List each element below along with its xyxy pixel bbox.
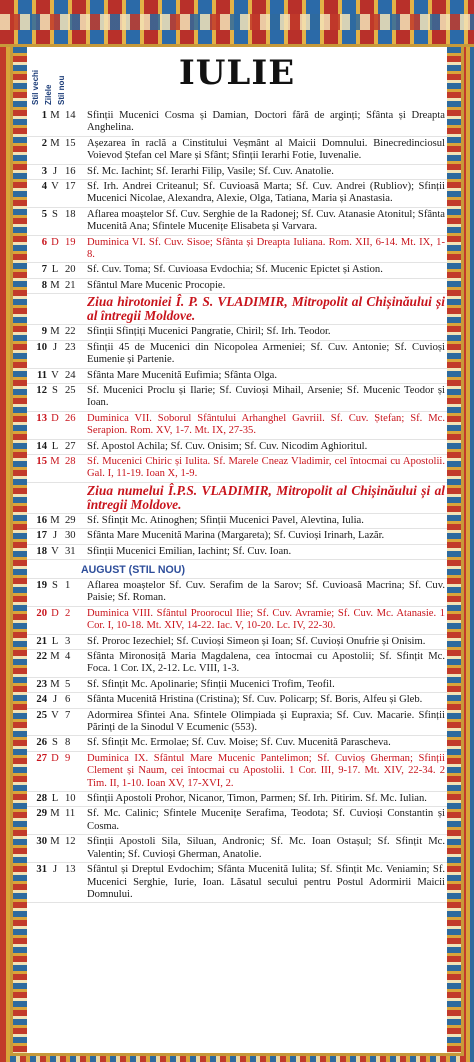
feast-description: Sfinții Apostoli Prohor, Nicanor, Timon, Parmen; Sf. Irh. Pitirim. Sf. Mc. Iulian. bbox=[87, 793, 427, 805]
old-style-date: 7 bbox=[41, 264, 47, 276]
calendar-row bbox=[27, 384, 447, 412]
column-header-stil-vechi: Stil vechi bbox=[31, 69, 40, 105]
new-style-date: 1 bbox=[65, 579, 71, 591]
new-style-date: 6 bbox=[65, 694, 71, 706]
new-style-date: 12 bbox=[65, 836, 76, 848]
calendar-row bbox=[27, 279, 447, 294]
old-style-date bbox=[27, 484, 47, 512]
column-header-zilele: Zilele bbox=[44, 84, 53, 105]
calendar-row bbox=[27, 807, 447, 835]
calendar-row bbox=[27, 529, 447, 544]
feast-description: Ziua numelui Î.P.S. VLADIMIR, Mitropolit al Chișinăului și al întregii Moldove. bbox=[87, 482, 445, 512]
feast-description: Sf. Sfințit Mc. Apolinarie; Sfinții Mucenici Trofim, Teofil. bbox=[87, 678, 335, 690]
weekday-letter: D bbox=[51, 236, 59, 248]
new-style-date: 31 bbox=[65, 545, 76, 557]
calendar-row bbox=[27, 412, 447, 440]
feast-description: Adormirea Sfintei Ana. Sfintele Olimpiada și Eupraxia; Sf. Cuv. Macarie. Sfinții Părinți de la Sinodul V Ecumenic (553). bbox=[87, 709, 445, 734]
new-style-date: 23 bbox=[65, 341, 76, 353]
new-style-date: 15 bbox=[65, 137, 76, 149]
calendar-row bbox=[27, 341, 447, 369]
calendar-row bbox=[27, 709, 447, 737]
new-style-date: 2 bbox=[65, 607, 71, 619]
new-style-date: 29 bbox=[65, 514, 76, 526]
calendar-row bbox=[27, 607, 447, 635]
feast-description: Aflarea moaștelor Sf. Cuv. Serafim de la Sarov; Sf. Cuvioasă Macrina; Sf. Cuv. Paisie; Sf. Roman. bbox=[87, 579, 445, 604]
calendar-row bbox=[27, 693, 447, 708]
weekday-letter: D bbox=[51, 752, 59, 764]
old-style-date: 17 bbox=[36, 530, 47, 542]
old-style-date: 13 bbox=[36, 412, 47, 424]
weekday-letter: M bbox=[50, 110, 60, 121]
calendar-row bbox=[27, 635, 447, 650]
old-style-date: 31 bbox=[36, 864, 47, 876]
weekday-letter: V bbox=[51, 181, 59, 193]
feast-description: Duminica VIII. Sfântul Proorocul Ilie; Sf. Cuv. Avramie; Sf. Cuv. Mc. Atanasie. 1 Cor. I, 10-18. Mt. XIV, 14-22. Iac. V, 10-20. Lc. IV, 22-30. bbox=[87, 607, 445, 632]
calendar-row bbox=[27, 208, 447, 236]
calendar-row bbox=[27, 325, 447, 340]
old-style-date: 30 bbox=[36, 836, 47, 848]
weekday-letter: M bbox=[50, 279, 60, 291]
august-section-heading: AUGUST (STIL NOU) bbox=[27, 560, 447, 579]
calendar-row bbox=[27, 236, 447, 264]
new-style-date: 4 bbox=[65, 651, 71, 662]
feast-description: Sf. Sfințit Mc. Ermolae; Sf. Cuv. Moise; Sf. Cuv. Mucenită Parascheva. bbox=[87, 737, 391, 749]
weekday-letter: M bbox=[50, 808, 60, 820]
calendar-row bbox=[27, 109, 447, 137]
old-style-date: 3 bbox=[41, 165, 47, 177]
feast-description: Sfânta Mironosiță Maria Magdalena, cea întocmai cu Apostolii; Sf. Sfințit Mc. Foca. 1 Cor. IX, 2-12. Lc. VIII, 1-3. bbox=[87, 651, 445, 675]
feast-description: Sfinții Apostoli Sila, Siluan, Andronic; Sf. Mc. Ioan Ostașul; Sf. Sfințit Mc. Valentin; Sf. Cuvioși Gherman, Anatolie. bbox=[87, 836, 445, 860]
old-style-date: 26 bbox=[36, 737, 47, 749]
weekday-letter: J bbox=[52, 694, 58, 706]
feast-description: Sfântul și Dreptul Evdochim; Sfânta Mucenită Iulita; Sf. Sfințit Mc. Veniamin; Sf. Mucenici Serghie, Iurie, Ioan. Lăsatul secului pentru Postul Adormirii Maicii Domnului. bbox=[87, 864, 445, 900]
calendar-row bbox=[27, 863, 447, 903]
weekday-letter: S bbox=[52, 384, 58, 396]
new-style-date: 28 bbox=[65, 455, 76, 467]
old-style-date: 25 bbox=[36, 709, 47, 721]
new-style-date: 10 bbox=[65, 793, 76, 805]
old-style-date: 8 bbox=[41, 279, 47, 291]
old-style-date: 18 bbox=[36, 545, 47, 557]
new-style-date: 24 bbox=[65, 369, 76, 381]
weekday-letter: M bbox=[50, 514, 60, 526]
old-style-date: 1 bbox=[41, 110, 47, 121]
new-style-date: 16 bbox=[65, 165, 76, 177]
new-style-date: 30 bbox=[65, 530, 76, 542]
weekday-letter bbox=[47, 295, 63, 323]
old-style-date: 5 bbox=[41, 208, 47, 220]
old-style-date: 6 bbox=[41, 236, 47, 248]
page-title: IULIE bbox=[178, 53, 296, 93]
calendar-content bbox=[27, 47, 447, 1053]
feast-description: Sfânta Mucenită Hristina (Cristina); Sf. Cuv. Policarp; Sf. Boris, Alfeu și Gleb. bbox=[87, 694, 423, 706]
feast-description: Sfinții Sfințiți Mucenici Pangratie, Chiril; Sf. Irh. Teodor. bbox=[87, 326, 331, 338]
feast-description: Sf. Mucenici Proclu și Ilarie; Sf. Cuvioși Mihail, Arsenie; Sf. Mucenic Teodor și Ioan. bbox=[87, 384, 445, 409]
weekday-letter bbox=[47, 484, 63, 512]
new-style-date: 11 bbox=[65, 808, 76, 820]
old-style-date: 27 bbox=[36, 752, 47, 764]
old-style-date: 9 bbox=[41, 326, 47, 338]
ornamental-top-border bbox=[0, 0, 474, 47]
new-style-date: 21 bbox=[65, 279, 76, 291]
new-style-date: 8 bbox=[65, 737, 71, 749]
new-style-date: 27 bbox=[65, 440, 76, 452]
weekday-letter: J bbox=[52, 165, 58, 177]
column-header-stil-nou: Stil nou bbox=[57, 75, 66, 105]
feast-description: Aflarea moaștelor Sf. Cuv. Serghie de la Radonej; Sf. Cuv. Atanasie Atonitul; Sfânta Mucenită Ana; Sfintele Mucenițe Elisabeta și Varvara. bbox=[87, 208, 445, 233]
calendar-row bbox=[27, 792, 447, 807]
weekday-letter: L bbox=[51, 440, 59, 452]
feast-description: Sfânta Mare Mucenită Eufimia; Sfânta Olga. bbox=[87, 369, 278, 381]
feast-description: Așezarea în raclă a Cinstitului Veșmânt al Maicii Domnului. Binecredinciosul Voievod Ștefan cel Mare și Sfânt; Sfinții Ierarhi Fotie, Iuvenalie. bbox=[87, 137, 445, 162]
feast-description: Sfinții 45 de Mucenici din Nicopolea Armeniei; Sf. Cuv. Antonie; Sf. Cuvioși Eumenie și Partenie. bbox=[87, 341, 445, 366]
weekday-letter: M bbox=[50, 836, 60, 848]
old-style-date: 28 bbox=[36, 793, 47, 805]
new-style-date: 3 bbox=[65, 635, 71, 647]
calendar-row bbox=[27, 650, 447, 678]
old-style-date: 10 bbox=[36, 341, 47, 353]
old-style-date: 19 bbox=[36, 579, 47, 591]
weekday-letter: M bbox=[50, 137, 60, 149]
calendar-row bbox=[27, 369, 447, 384]
weekday-letter: M bbox=[50, 651, 60, 662]
calendar-row bbox=[27, 678, 447, 693]
feast-description: Sfânta Mare Mucenită Marina (Margareta); Sf. Cuvioși Irinarh, Lazăr. bbox=[87, 530, 385, 542]
weekday-letter: M bbox=[50, 678, 60, 690]
calendar-row bbox=[27, 514, 447, 529]
weekday-letter: L bbox=[51, 635, 59, 647]
weekday-letter: J bbox=[52, 530, 58, 542]
feast-description: Duminica VII. Soborul Sfântului Arhanghel Gavriil. Sf. Cuv. Ștefan; Sf. Mc. Serapion. Rom. XV, 1-7. Mt. IX, 27-35. bbox=[87, 412, 445, 437]
weekday-letter: V bbox=[51, 545, 59, 557]
weekday-letter: L bbox=[51, 264, 59, 276]
calendar-row bbox=[27, 137, 447, 165]
calendar-row bbox=[27, 180, 447, 208]
calendar-row bbox=[27, 752, 447, 792]
old-style-date: 2 bbox=[41, 137, 47, 149]
new-style-date: 13 bbox=[65, 864, 76, 876]
calendar-frame bbox=[10, 44, 464, 1056]
weekday-letter: D bbox=[51, 607, 59, 619]
new-style-date: 25 bbox=[65, 384, 76, 396]
calendar-row bbox=[27, 294, 447, 325]
new-style-date: 9 bbox=[65, 752, 71, 764]
new-style-date bbox=[63, 295, 83, 323]
old-style-date: 12 bbox=[36, 384, 47, 396]
weekday-letter: M bbox=[50, 326, 60, 338]
page-header bbox=[27, 47, 447, 109]
feast-description: Sf. Irh. Andrei Criteanul; Sf. Cuvioasă Marta; Sf. Cuv. Andrei (Rubliov); Sfinții Mucenici Nicolae, Alexandra, Alexie, Olga, Tatiana, Maria și Anastasia. bbox=[87, 181, 445, 205]
weekday-letter: S bbox=[52, 737, 58, 749]
weekday-letter: L bbox=[51, 793, 59, 805]
old-style-date: 29 bbox=[36, 808, 47, 820]
feast-description: Sfinții Mucenici Cosma și Damian, Doctori fără de arginți; Sfânta și Dreapta Anghelina. bbox=[87, 110, 445, 134]
new-style-date: 26 bbox=[65, 412, 76, 424]
feast-description: Sf. Sfințit Mc. Atinoghen; Sfinții Mucenici Pavel, Alevtina, Iulia. bbox=[87, 514, 364, 526]
old-style-date: 24 bbox=[36, 694, 47, 706]
feast-description: Duminica VI. Sf. Cuv. Sisoe; Sfânta și Dreapta Iuliana. Rom. XII, 6-14. Mt. IX, 1-8. bbox=[87, 236, 445, 261]
feast-description: Ziua hirotoniei Î. P. S. VLADIMIR, Mitropolit al Chișinăului și al întregii Moldove. bbox=[87, 294, 445, 324]
calendar-row bbox=[27, 263, 447, 278]
calendar-row bbox=[27, 455, 447, 483]
new-style-date: 5 bbox=[65, 678, 71, 690]
weekday-letter: S bbox=[52, 208, 58, 220]
old-style-date: 11 bbox=[36, 369, 47, 381]
feast-description: Sf. Apostol Achila; Sf. Cuv. Onisim; Sf. Cuv. Nicodim Aghioritul. bbox=[87, 440, 368, 452]
feast-description: Sf. Mc. Iachint; Sf. Ierarhi Filip, Vasile; Sf. Cuv. Anatolie. bbox=[87, 165, 334, 177]
new-style-date: 18 bbox=[65, 208, 76, 220]
old-style-date: 14 bbox=[36, 440, 47, 452]
weekday-letter: J bbox=[52, 341, 58, 353]
feast-description: Sf. Cuv. Toma; Sf. Cuvioasa Evdochia; Sf. Mucenic Epictet și Astion. bbox=[87, 264, 383, 276]
old-style-date: 22 bbox=[36, 651, 47, 662]
weekday-letter: V bbox=[51, 369, 59, 381]
weekday-letter: V bbox=[51, 709, 59, 721]
new-style-date: 7 bbox=[65, 709, 71, 721]
calendar-row bbox=[27, 835, 447, 863]
new-style-date: 17 bbox=[65, 181, 76, 193]
weekday-letter: J bbox=[52, 864, 58, 876]
old-style-date: 4 bbox=[41, 181, 47, 193]
calendar-row bbox=[27, 440, 447, 455]
new-style-date: 19 bbox=[65, 236, 76, 248]
feast-description: Sfinții Mucenici Emilian, Iachint; Sf. Cuv. Ioan. bbox=[87, 545, 292, 557]
calendar-row bbox=[27, 545, 447, 560]
weekday-letter: S bbox=[52, 579, 58, 591]
old-style-date: 20 bbox=[36, 607, 47, 619]
new-style-date: 14 bbox=[65, 110, 76, 121]
new-style-date bbox=[63, 484, 83, 512]
new-style-date: 22 bbox=[65, 326, 76, 338]
feast-description: Sfântul Mare Mucenic Procopie. bbox=[87, 279, 226, 291]
calendar-row bbox=[27, 579, 447, 607]
calendar-row bbox=[27, 736, 447, 751]
calendar-row bbox=[27, 483, 447, 514]
old-style-date: 16 bbox=[36, 514, 47, 526]
calendar-row bbox=[27, 165, 447, 180]
feast-description: Sf. Mc. Calinic; Sfintele Mucenițe Serafima, Teodota; Sf. Cuvioși Constantin și Cosma. bbox=[87, 808, 445, 832]
old-style-date bbox=[27, 295, 47, 323]
feast-description: Duminica IX. Sfântul Mare Mucenic Pantelimon; Sf. Cuvioș Gherman; Sfinții Clement și Naum, cei întocmai cu Apostolii. 1 Cor. III, 9-17. Mt. XIV, 22-34. 2 Tim. II, 1-10. Ioan XV, 17-XVI, 2. bbox=[87, 752, 445, 789]
feast-description: Sf. Mucenici Chiric și Iulita. Sf. Marele Cneaz Vladimir, cel întocmai cu Apostolii. Gal. I, 11-19. Ioan X, 1-9. bbox=[87, 455, 445, 480]
new-style-date: 20 bbox=[65, 264, 76, 276]
calendar-rows bbox=[27, 109, 447, 903]
old-style-date: 15 bbox=[36, 455, 47, 467]
old-style-date: 23 bbox=[36, 678, 47, 690]
feast-description: Sf. Proroc Iezechiel; Sf. Cuvioși Simeon și Ioan; Sf. Cuvioși Onufrie și Onisim. bbox=[87, 635, 426, 647]
weekday-letter: M bbox=[50, 455, 60, 467]
old-style-date: 21 bbox=[36, 635, 47, 647]
weekday-letter: D bbox=[51, 412, 59, 424]
